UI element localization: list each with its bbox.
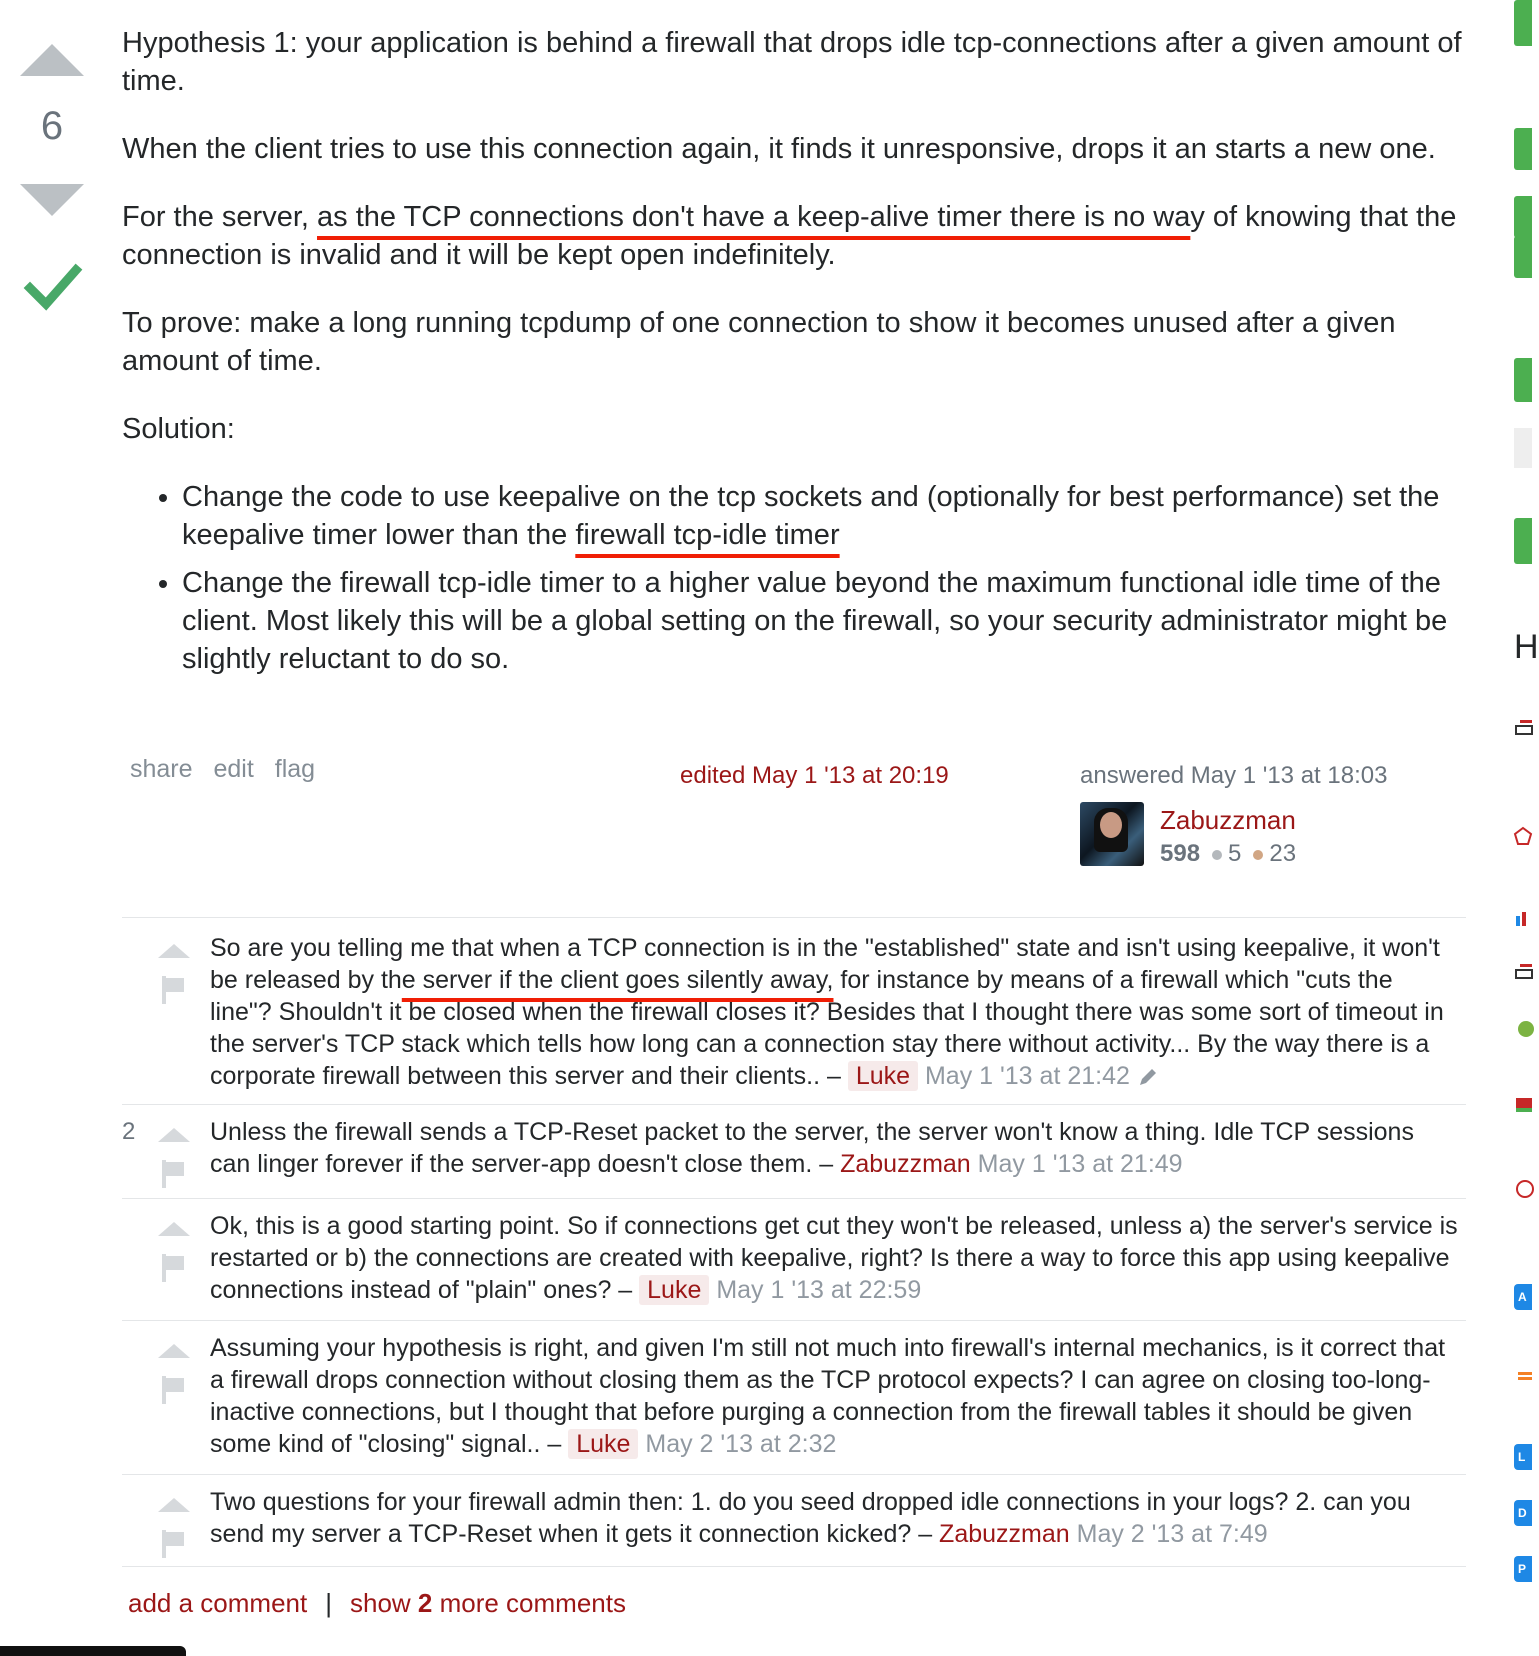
comment-divider [122,1104,1466,1105]
sidebar-site-badge[interactable]: P [1514,1556,1532,1582]
sidebar-green-tag[interactable] [1514,236,1532,278]
comment-score: 2 [122,1118,136,1145]
sidebar-site-badge[interactable]: A [1514,1284,1532,1310]
downvote-button[interactable] [20,184,84,216]
solution-list [122,478,1462,678]
comment-upvote-button[interactable] [158,1222,190,1236]
comment-text: Two questions for your firewall admin then: 1. do you seed dropped idle connections in your logs? 2. can you send my server a TCP-Reset when it gets it connection kicked? – Zabuzzman May 2 '13 at 7:49 [210,1488,1411,1548]
site-icon[interactable] [1514,908,1532,930]
comment-upvote-button[interactable] [158,1498,190,1512]
solution-item: • Change the code to use keepalive on the tcp sockets and (optionally for best performance) set the keepalive timer lower than the firewall tcp-idle timer [182,478,1462,554]
paragraph-client: When the client tries to use this connection again, it finds it unresponsive, drops it an starts a new one. [122,133,1436,165]
paragraph-solution: Solution: [122,413,235,445]
sidebar-heading: H [1514,628,1539,666]
comment-user-link[interactable]: Luke [639,1275,709,1305]
comments-bottom-divider [122,1566,1466,1567]
silver-badge-icon [1212,850,1222,860]
comment-divider [122,1474,1466,1475]
post-menu [130,755,329,784]
comment-date[interactable]: May 2 '13 at 7:49 [1076,1520,1268,1548]
silver-badge-count: 5 [1228,840,1242,867]
sidebar-green-tag[interactable] [1514,518,1532,564]
reputation-score: 598 [1160,840,1201,867]
comment-actions [128,1588,626,1619]
comment-divider [122,1198,1466,1199]
flag-icon[interactable] [160,976,186,1004]
vote-count: 6 [40,104,64,148]
sidebar-green-tag[interactable] [1514,0,1532,46]
pencil-icon [1137,1066,1159,1088]
sidebar-grey-tag[interactable] [1514,428,1532,468]
upvote-button[interactable] [20,44,84,76]
comment-user-link[interactable]: Luke [568,1429,638,1459]
edit-link[interactable]: edit [213,755,254,783]
avatar[interactable] [1080,802,1144,866]
comment-divider [122,1320,1466,1321]
window-edge [0,1646,186,1656]
comment-upvote-button[interactable] [158,1344,190,1358]
accepted-checkmark-icon [26,260,80,314]
add-comment-link[interactable]: add a comment [128,1588,308,1618]
comment-upvote-button[interactable] [158,1128,190,1142]
site-icon[interactable] [1514,1018,1532,1040]
flag-icon[interactable] [160,1254,186,1282]
highlight-underline: firewall tcp-idle timer [575,519,840,551]
sidebar-site-badge[interactable]: D [1514,1500,1532,1526]
comment-text: Assuming your hypothesis is right, and given I'm still not much into firewall's internal mechanics, is it correct that a firewall drops connection without closing them as the TCP protocol expects? I can agree on closing too-long-inactive connections, but I thought that before purging a connection from the firewall tables it should be given some kind of "closing" signal.. – Luke May 2 '13 at 2:32 [210,1334,1446,1458]
flag-icon[interactable] [160,1530,186,1558]
share-link[interactable]: share [130,755,193,783]
user-reputation [1160,840,1296,868]
comment-text: Ok, this is a good starting point. So if connections get cut they won't be released, unless a) the server's service is restarted or b) the connections are created with keepalive, right? Is there a way to force this app using keepalive connections instead of "plain" ones? – Luke May 1 '13 at 22:59 [210,1212,1458,1304]
sidebar-green-tag[interactable] [1514,358,1532,402]
sidebar-green-tag[interactable] [1514,196,1532,238]
comment-text: Unless the firewall sends a TCP-Reset packet to the server, the server won't know a thing. Idle TCP sessions can linger forever if the server-app doesn't close them. – Zabuzzman May 1 '13 at 21:49 [210,1118,1414,1178]
show-more-comments-link[interactable]: show 2 more comments [349,1588,626,1618]
comments-top-divider [122,917,1466,918]
comment-text: So are you telling me that when a TCP connection is in the "established" state and isn't using keepalive, it won't be released by the server if the client goes silently away, for instance by means of a firewall which "cuts the line"? Shouldn't it be closed when the firewall closes it? Besides that I thought there was some sort of timeout in the server's TCP stack which tells how long can a connection stay there without activity... By the way there is a corporate firewall between this server and their clients.. – Luke May 1 '13 at 21:42 [210,934,1444,1090]
answer-user-name[interactable]: Zabuzzman [1160,805,1296,835]
edited-timestamp-link[interactable]: edited May 1 '13 at 20:19 [680,762,949,789]
site-icon[interactable] [1514,960,1532,982]
link-separator: | [325,1588,332,1618]
site-icon[interactable] [1514,1360,1532,1382]
comment-user-link[interactable]: Zabuzzman [939,1520,1070,1548]
comment-user-link[interactable]: Zabuzzman [840,1150,971,1178]
comment-date[interactable]: May 1 '13 at 21:49 [977,1150,1183,1178]
comment-date[interactable]: May 2 '13 at 2:32 [645,1430,837,1458]
highlight-underline: as the TCP connections don't have a keep-alive timer there is no wa [317,201,1191,233]
solution-item: • Change the firewall tcp-idle timer to a higher value beyond the maximum functional idle time of the client. Most likely this will be a global setting on the firewall, so your security administrator might be slightly reluctant to do so. [182,564,1462,678]
answered-timestamp: answered May 1 '13 at 18:03 [1080,762,1388,789]
paragraph-prove: To prove: make a long running tcpdump of one connection to show it becomes unused after a given amount of time. [122,307,1396,377]
flag-icon[interactable] [160,1160,186,1188]
sidebar-site-badge[interactable]: L [1514,1444,1532,1470]
paragraph-server: For the server, as the TCP connections don't have a keep-alive timer there is no way of knowing that the connection is invalid and it will be kept open indefinitely. [122,201,1457,271]
bronze-badge-count: 23 [1269,840,1297,867]
answer-body [122,24,1462,688]
highlight-underline: e server if the client goes silently away, [401,966,834,994]
paragraph-hypothesis: Hypothesis 1: your application is behind a firewall that drops idle tcp-connections after a given amount of time. [122,27,1462,97]
bronze-badge-icon [1253,850,1263,860]
flag-icon[interactable] [160,1376,186,1404]
comment-user-link[interactable]: Luke [848,1061,918,1091]
comment-upvote-button[interactable] [158,944,190,958]
comment-date[interactable]: May 1 '13 at 22:59 [716,1276,922,1304]
site-icon[interactable] [1514,1178,1532,1200]
site-icon[interactable] [1514,826,1532,848]
site-icon[interactable] [1514,716,1532,738]
site-icon[interactable] [1514,1094,1532,1116]
flag-link[interactable]: flag [274,755,316,783]
sidebar-green-tag[interactable] [1514,128,1532,170]
comment-date[interactable]: May 1 '13 at 21:42 [924,1062,1130,1090]
